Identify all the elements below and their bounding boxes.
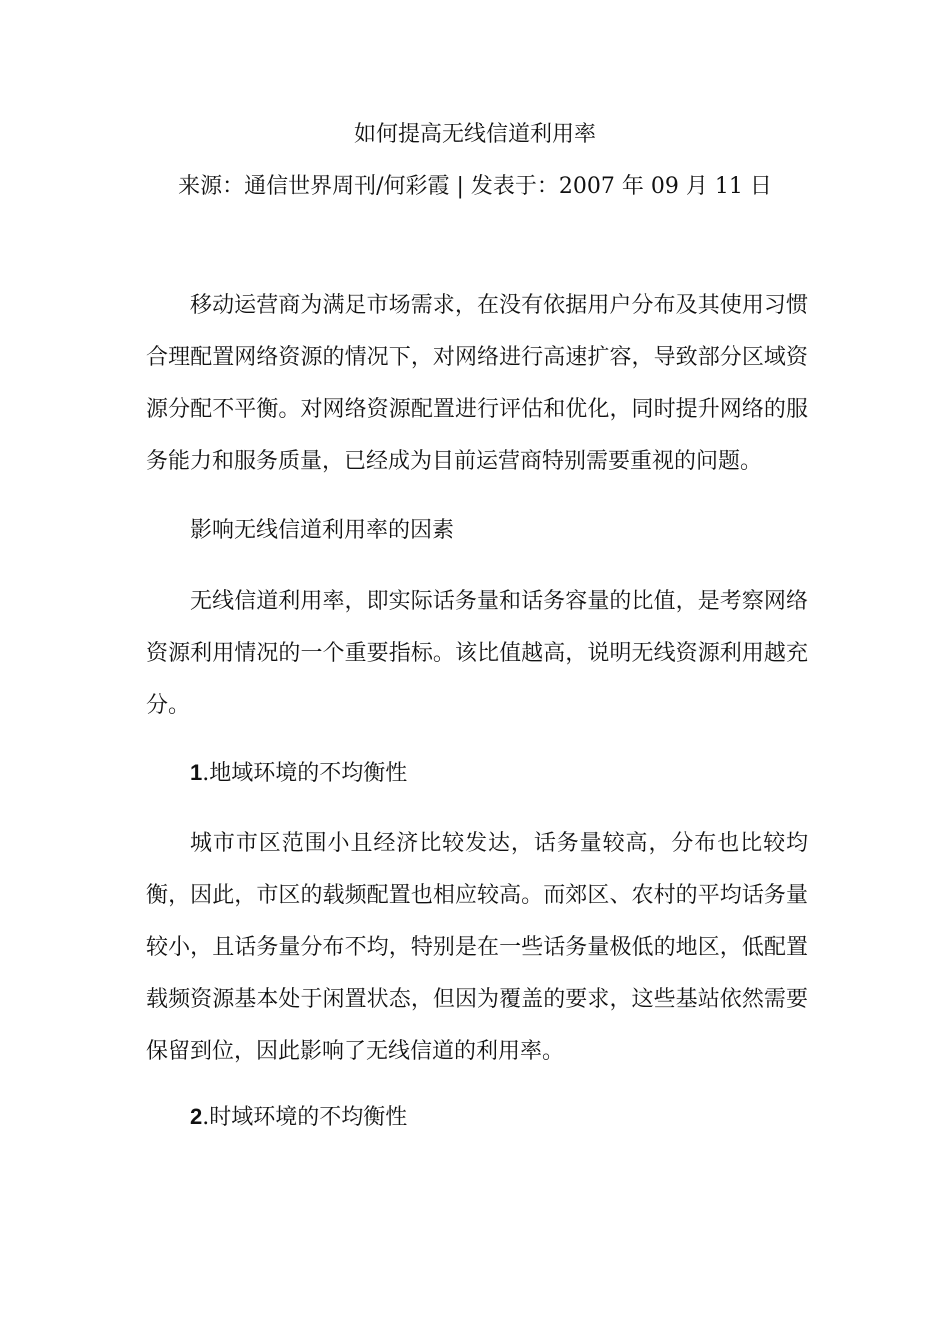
- intro-paragraph: 移动运营商为满足市场需求，在没有依据用户分布及其使用习惯合理配置网络资源的情况下，对网络进行高速扩容，导致部分区域资源分配不平衡。对网络资源配置进行评估和优化，同时提升网络的服务能力和服务质量，已经成为目前运营商特别需要重视的问题。: [146, 293, 808, 474]
- section2-title: .时域环境的不均衡性: [202, 1105, 408, 1130]
- section2-number: 2: [190, 1104, 203, 1129]
- section1-title: .地域环境的不均衡性: [202, 761, 408, 786]
- section1-number: 1: [190, 760, 203, 785]
- document-title: 如何提高无线信道利用率: [353, 122, 596, 147]
- section1-heading: [190, 756, 407, 791]
- section2-heading: [190, 1100, 407, 1135]
- definition-paragraph: 无线信道利用率，即实际话务量和话务容量的比值，是考察网络资源利用情况的一个重要指标。该比值越高，说明无线资源利用越充分。: [146, 589, 808, 718]
- section1-body: 城市市区范围小且经济比较发达，话务量较高，分布也比较均衡，因此，市区的载频配置也相应较高。而郊区、农村的平均话务量较小，且话务量分布不均，特别是在一些话务量极低的地区，低配置载频资源基本处于闲置状态，但因为覆盖的要求，这些基站依然需要保留到位，因此影响了无线信道的利用率。: [146, 831, 808, 1064]
- source-line: 来源：通信世界周刊/何彩霞 | 发表于：2007 年 09 月 11 日: [178, 174, 772, 199]
- factors-heading: 影响无线信道利用率的因素: [190, 518, 455, 543]
